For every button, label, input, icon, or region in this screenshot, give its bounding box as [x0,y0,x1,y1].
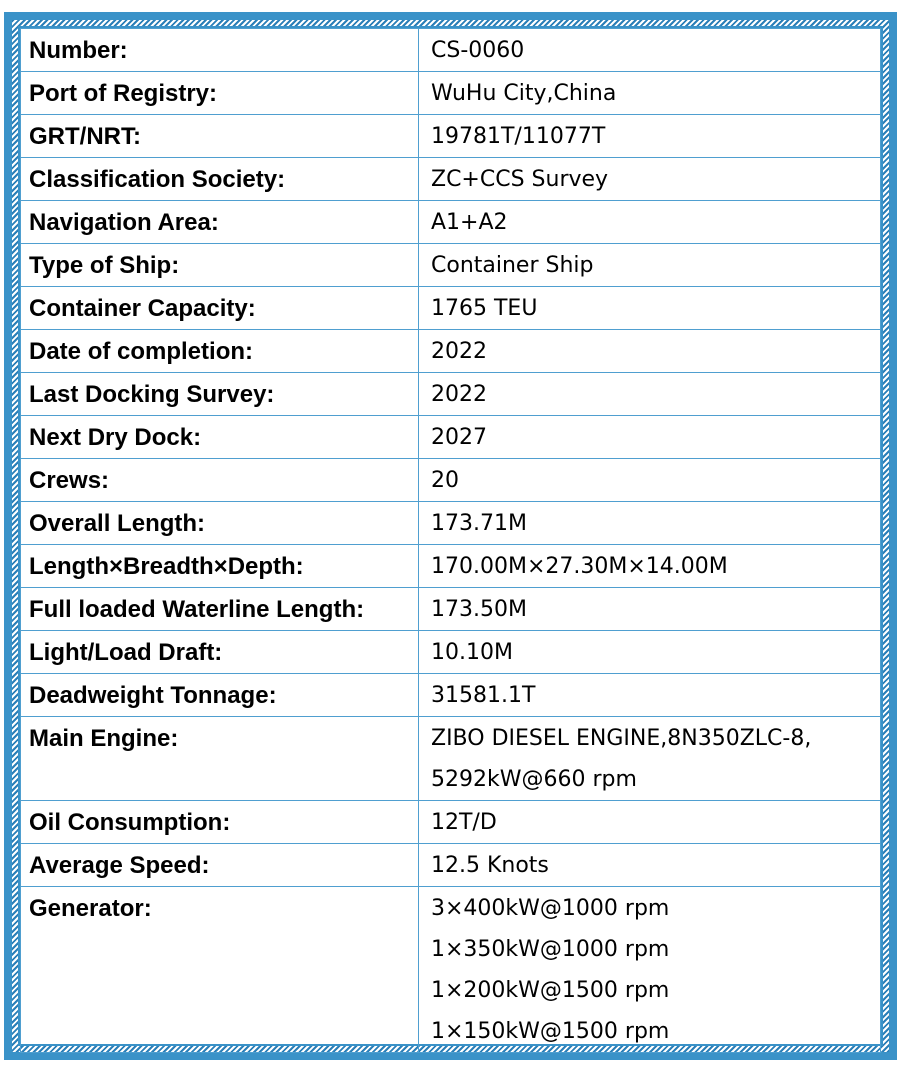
value-line: 5292kW@660 rpm [431,767,637,792]
row-value [419,287,881,330]
value-line: 3×400kW@1000 rpm [431,896,670,921]
row-label: Average Speed: [21,844,419,887]
value-line: 10.10M [431,640,513,665]
row-label: Oil Consumption: [21,801,419,844]
row-value [419,502,881,545]
value-line: WuHu City,China [431,81,617,106]
row-value [419,459,881,502]
row-value [419,115,881,158]
row-value [419,588,881,631]
value-line: 2022 [431,382,487,407]
row-value [419,158,881,201]
table-row [21,201,881,244]
table-row [21,72,881,115]
value-line: 1765 TEU [431,296,538,321]
spec-table-container [18,26,883,1046]
value-line: ZC+CCS Survey [431,167,609,192]
value-line: 173.50M [431,597,527,622]
row-value [419,674,881,717]
row-label: Length×Breadth×Depth: [21,545,419,588]
row-value [419,29,881,72]
row-value [419,416,881,459]
table-row [21,115,881,158]
value-line: A1+A2 [431,210,508,235]
value-line: 20 [431,468,459,493]
value-line: 170.00M×27.30M×14.00M [431,554,728,579]
row-value [419,244,881,287]
table-row [21,844,881,887]
value-line: 1×350kW@1000 rpm [431,937,670,962]
row-label: Light/Load Draft: [21,631,419,674]
row-value [419,72,881,115]
row-label: Container Capacity: [21,287,419,330]
row-value [419,717,881,801]
row-label: Crews: [21,459,419,502]
row-label: Generator: [21,887,419,1053]
row-label: Next Dry Dock: [21,416,419,459]
value-line: 1×150kW@1500 rpm [431,1019,670,1044]
value-line: ZIBO DIESEL ENGINE,8N350ZLC-8, [431,726,812,751]
value-line: 19781T/11077T [431,124,606,149]
row-label: Full loaded Waterline Length: [21,588,419,631]
table-row [21,717,881,801]
value-line: 2022 [431,339,487,364]
row-label: Type of Ship: [21,244,419,287]
table-row [21,29,881,72]
table-row [21,502,881,545]
table-row [21,887,881,1053]
table-row [21,244,881,287]
ship-spec-table [20,28,881,1053]
row-value [419,887,881,1053]
table-row [21,588,881,631]
value-line: Container Ship [431,253,594,278]
value-line: 12.5 Knots [431,853,549,878]
row-label: Overall Length: [21,502,419,545]
table-row [21,416,881,459]
row-label: Date of completion: [21,330,419,373]
row-label: Number: [21,29,419,72]
row-value [419,631,881,674]
row-label: Last Docking Survey: [21,373,419,416]
row-label: Deadweight Tonnage: [21,674,419,717]
row-value [419,373,881,416]
row-value [419,201,881,244]
value-line: 1×200kW@1500 rpm [431,978,670,1003]
table-row [21,459,881,502]
row-label: Port of Registry: [21,72,419,115]
row-value [419,844,881,887]
row-value [419,801,881,844]
table-row [21,801,881,844]
row-label: Classification Society: [21,158,419,201]
table-row [21,373,881,416]
table-row [21,330,881,373]
table-row [21,158,881,201]
value-line: 31581.1T [431,683,536,708]
row-label: Navigation Area: [21,201,419,244]
row-value [419,330,881,373]
row-label: GRT/NRT: [21,115,419,158]
table-row [21,545,881,588]
value-line: 12T/D [431,810,497,835]
table-row [21,631,881,674]
value-line: 173.71M [431,511,527,536]
row-value [419,545,881,588]
value-line: 2027 [431,425,487,450]
table-row [21,287,881,330]
table-row [21,674,881,717]
spec-sheet-frame [4,12,897,1060]
row-label: Main Engine: [21,717,419,801]
value-line: CS-0060 [431,38,525,63]
